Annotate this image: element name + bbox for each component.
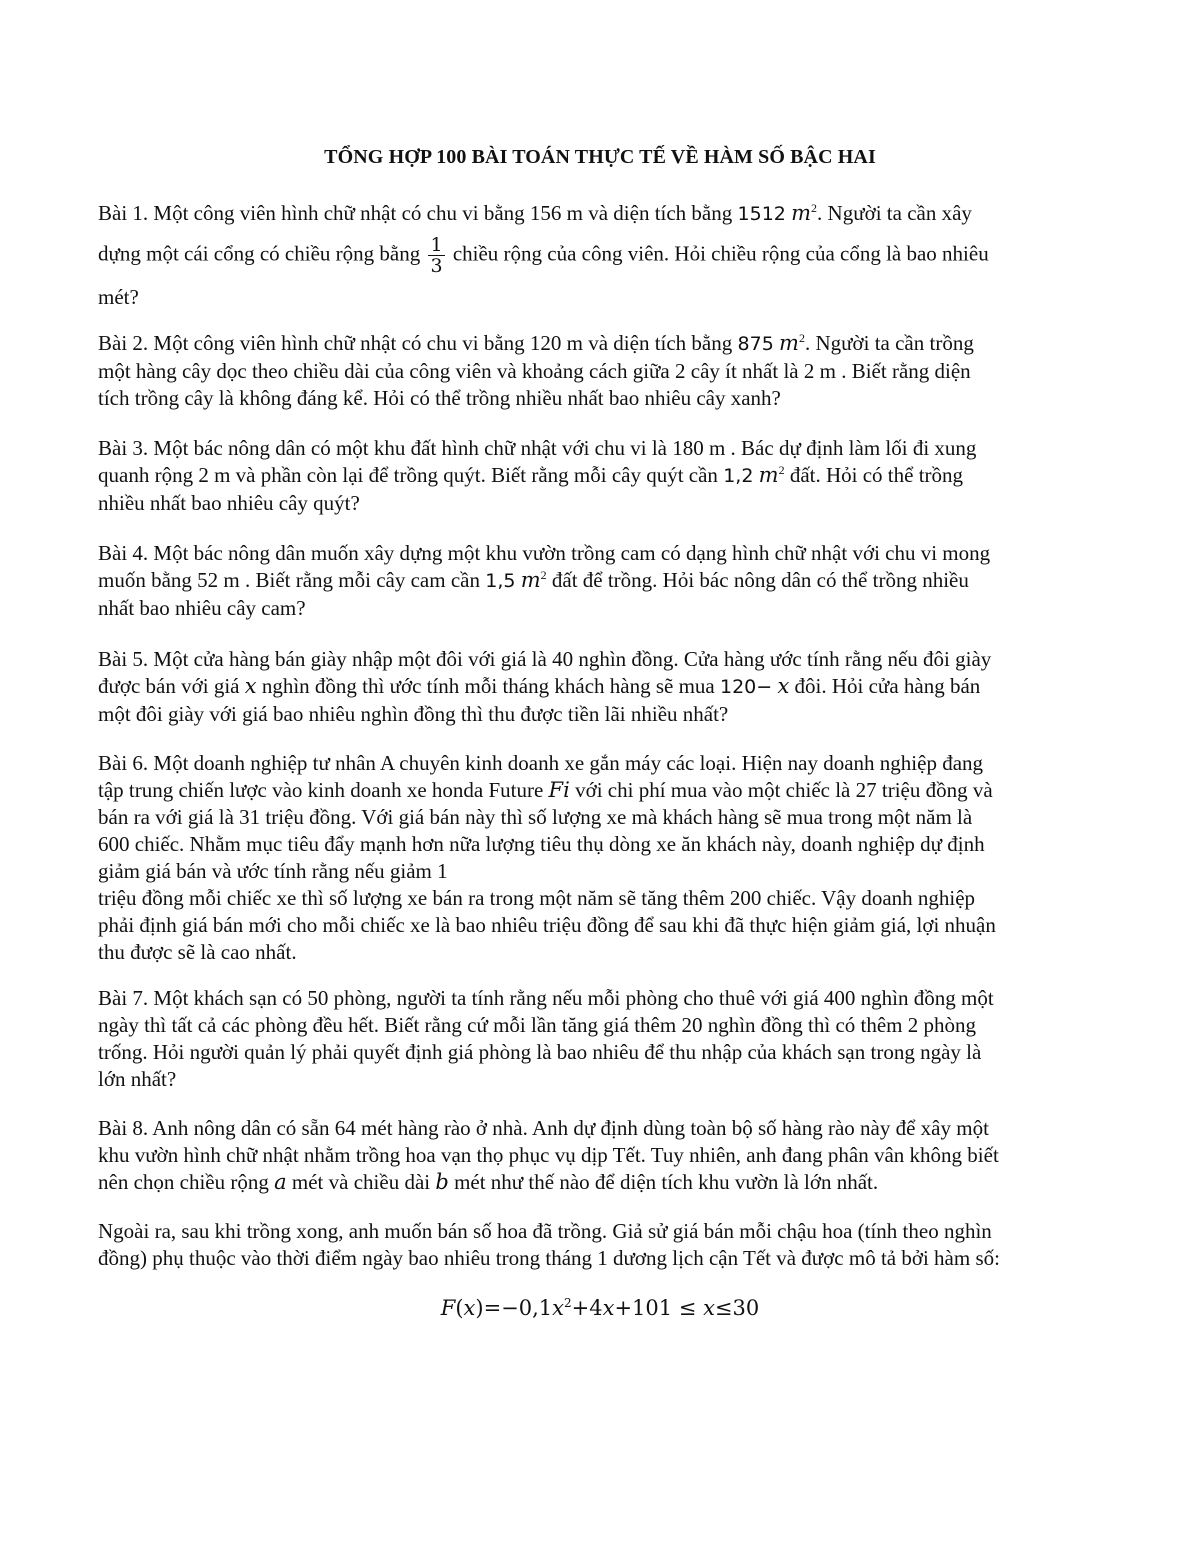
problem-3-line-2: quanh rộng 2 m và phần còn lại để trồng quýt. Biết rằng mỗi cây quýt cần 1,2 $m^2$ đất. Hỏi có thể trồng (98, 463, 964, 487)
problem-1-line-2 (98, 235, 1108, 276)
fraction (428, 235, 444, 276)
math-variable: a (274, 1170, 287, 1194)
problem-8-line-3 (98, 1169, 1108, 1196)
problem-4-line-3: nhất bao nhiêu cây cam? (98, 596, 306, 620)
text: Bài 2. Một công viên hình chữ nhật có chu vi bằng 120 m và diện tích bằng (98, 331, 738, 355)
text: . Người ta cần xây (817, 201, 972, 225)
math-variable: x (552, 1296, 564, 1320)
problem-7-line-1: Bài 7. Một khách sạn có 50 phòng, người ta tính rằng nếu mỗi phòng cho thuê với giá 400 nghìn đồng một (98, 986, 994, 1010)
text: dựng một cái cổng có chiều rộng bằng (98, 241, 421, 266)
problem-6-line-4: 600 chiếc. Nhằm mục tiêu đẩy mạnh hơn nữa lượng tiêu thụ dòng xe ăn khách này, doanh nghiệp dự định (98, 832, 985, 856)
math-number: 1,5 (485, 570, 516, 592)
document-title: TỔNG HỢP 100 BÀI TOÁN THỰC TẾ VỀ HÀM SỐ BẬC HAI (324, 146, 876, 168)
problem-6-line-6: triệu đồng mỗi chiếc xe thì số lượng xe bán ra trong một năm sẽ tăng thêm 200 chiếc. Vậy doanh nghiệp (98, 886, 976, 910)
problem-1-line-1: Bài 1. Một công viên hình chữ nhật có chu vi bằng 156 m và diện tích bằng 1512 $m^2$. Người ta cần xây (98, 201, 972, 225)
problem-1-line-3: mét? (98, 285, 139, 309)
text: tập trung chiến lược vào kinh doanh xe honda Future (98, 778, 549, 802)
math-variable: x (244, 674, 257, 698)
problem-7-line-3: trống. Hỏi người quản lý phải quyết định giá phòng là bao nhiêu để thu nhập của khách sạn trong ngày là (98, 1040, 982, 1064)
problem-4-line-1: Bài 4. Một bác nông dân muốn xây dựng một khu vườn trồng cam có dạng hình chữ nhật với chu vi mong (98, 541, 991, 565)
problem-6-line-1: Bài 6. Một doanh nghiệp tư nhân A chuyên kinh doanh xe gắn máy các loại. Hiện nay doanh nghiệp đang (98, 751, 984, 775)
math-variable: x (602, 1296, 615, 1320)
math-variable: x (703, 1296, 715, 1320)
problem-8 (98, 1115, 1108, 1196)
problem-7-line-4: lớn nhất? (98, 1067, 177, 1091)
math-expression: ≤30 (714, 1296, 760, 1320)
text: được bán với giá (98, 674, 245, 698)
price-function-formula: $F(x)=-0,1x^2+4x+101 \le x\le 30$ (440, 1296, 760, 1320)
math-variable: x (777, 674, 790, 698)
problem-5-line-2 (98, 673, 1108, 701)
problem-5-line-3: một đôi giày với giá bao nhiêu nghìn đồng thì thu được tiền lãi nhiều nhất? (98, 702, 729, 726)
problem-4-line-2: muốn bằng 52 m . Biết rằng mỗi cây cam cần 1,5 $m^2$ đất để trồng. Hỏi bác nông dân có thể trồng nhiều (98, 568, 969, 592)
math-expression: =−0,1 (483, 1296, 553, 1320)
problem-6-line-5: giảm giá bán và ước tính rằng nếu giảm 1 (98, 859, 448, 883)
math-unit: m (520, 568, 541, 592)
math-function-name: F (440, 1296, 456, 1320)
text: mét và chiều dài (286, 1170, 436, 1194)
math-expression: 120− (720, 676, 773, 698)
problem-8-continuation (98, 1218, 1108, 1272)
math-unit: m (758, 463, 779, 487)
problem-2-line-1: Bài 2. Một công viên hình chữ nhật có chu vi bằng 120 m và diện tích bằng 875 $m^2$. Người ta cần trồng (98, 331, 974, 355)
problem-2 (98, 330, 1108, 412)
problem-6-line-7: phải định giá bán mới cho mỗi chiếc xe là bao nhiêu triệu đồng để sau khi đã thực hiện giảm giá, lợi nhuận (98, 913, 996, 937)
math-expression: +4 (571, 1296, 603, 1320)
problem-5 (98, 646, 1108, 728)
math-variable: x (463, 1296, 476, 1320)
problem-7 (98, 985, 1108, 1093)
text: nên chọn chiều rộng (98, 1170, 275, 1194)
problem-5-line-1: Bài 5. Một cửa hàng bán giày nhập một đôi với giá là 40 nghìn đồng. Cửa hàng ước tính rằng nếu đôi giày (98, 647, 992, 671)
text: đất để trồng. Hỏi bác nông dân có thể trồng nhiều (546, 568, 969, 592)
problem-6-line-3: bán ra với giá là 31 triệu đồng. Với giá bán này thì số lượng xe mà khách hàng sẽ mua trong một năm là (98, 805, 973, 829)
fraction-denominator: 3 (430, 255, 443, 277)
problem-3 (98, 435, 1108, 517)
text: đôi. Hỏi cửa hàng bán (789, 674, 981, 698)
math-expression: +101 ≤ (614, 1296, 704, 1320)
math-unit: m (779, 331, 799, 355)
problem-8-line-1: Bài 8. Anh nông dân có sẵn 64 mét hàng rào ở nhà. Anh dự định dùng toàn bộ số hàng rào này để xây một (98, 1116, 989, 1140)
math-number: 1512 (737, 203, 786, 225)
problem-8-line-2: khu vườn hình chữ nhật nhằm trồng hoa vạn thọ phục vụ dịp Tết. Tuy nhiên, anh đang phân vân không biết (98, 1143, 999, 1167)
fraction-numerator: 1 (430, 234, 443, 256)
problem-7-line-2: ngày thì tất cả các phòng đều hết. Biết rằng cứ mỗi lần tăng giá thêm 20 nghìn đồng thì có thêm 2 phòng (98, 1013, 977, 1037)
problem-3-line-1: Bài 3. Một bác nông dân có một khu đất hình chữ nhật với chu vi là 180 m . Bác dự định làm lối đi xung (98, 436, 977, 460)
math-variable: Fi (548, 778, 570, 802)
math-unit: m (791, 201, 812, 225)
text: . Người ta cần trồng (804, 331, 974, 355)
problem-6-line-2 (98, 777, 1108, 804)
problem-8-continuation-line-2: đồng) phụ thuộc vào thời điểm ngày bao nhiêu trong tháng 1 dương lịch cận Tết và được mô tả bởi hàm số: (98, 1246, 1000, 1270)
text: Bài 1. Một công viên hình chữ nhật có chu vi bằng 156 m và diện tích bằng (98, 201, 738, 225)
problem-8-continuation-line-1: Ngoài ra, sau khi trồng xong, anh muốn bán số hoa đã trồng. Giả sử giá bán mỗi chậu hoa (tính theo nghìn (98, 1219, 992, 1243)
text: đất. Hỏi có thể trồng (784, 463, 964, 487)
text: nghìn đồng thì ước tính mỗi tháng khách hàng sẽ mua (256, 674, 720, 698)
text: muốn bằng 52 m . Biết rằng mỗi cây cam cần (98, 568, 486, 592)
problem-1 (98, 198, 1108, 312)
problem-4 (98, 540, 1108, 622)
text: quanh rộng 2 m và phần còn lại để trồng quýt. Biết rằng mỗi cây quýt cần (98, 463, 724, 487)
problem-6-line-8: thu được sẽ là cao nhất. (98, 940, 297, 964)
problem-2-line-2: một hàng cây dọc theo chiều dài của công viên và khoảng cách giữa 2 cây ít nhất là 2 m . Biết rằng diện (98, 359, 971, 383)
math-number: 1,2 (723, 465, 754, 487)
text: với chi phí mua vào một chiếc là 27 triệu đồng và (569, 778, 993, 802)
problem-6 (98, 750, 1108, 966)
text: mét như thế nào để diện tích khu vườn là lớn nhất. (448, 1170, 879, 1194)
text: chiều rộng của công viên. Hỏi chiều rộng của cổng là bao nhiêu (452, 241, 989, 266)
math-number: 875 (737, 333, 774, 355)
math-variable: b (435, 1170, 449, 1194)
problem-3-line-3: nhiều nhất bao nhiêu cây quýt? (98, 491, 360, 515)
math-exponent: 2 (564, 1296, 572, 1310)
problem-2-line-3: tích trồng cây là không đáng kể. Hỏi có thể trồng nhiều nhất bao nhiêu cây xanh? (98, 386, 781, 410)
